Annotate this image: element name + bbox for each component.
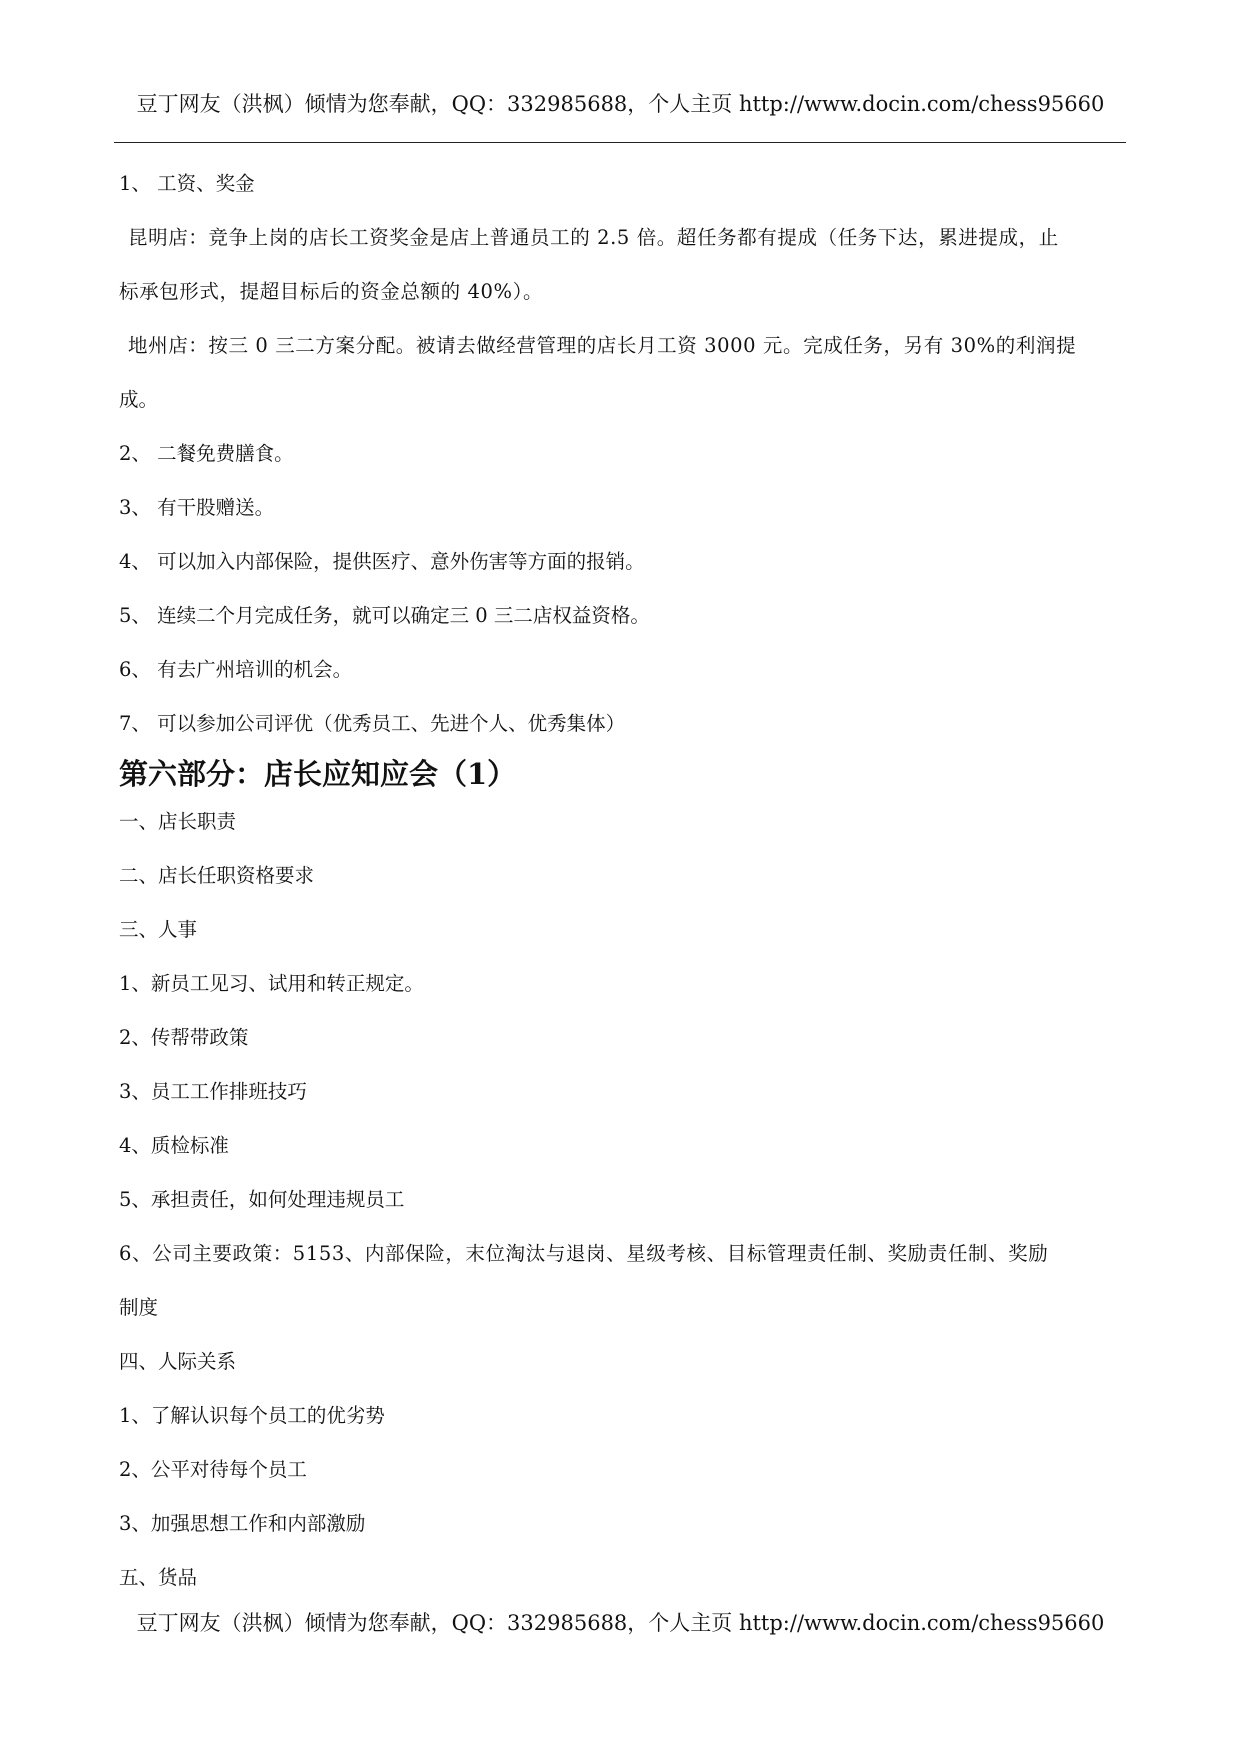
benefit-paragraph: 成。 bbox=[119, 388, 159, 411]
list-item: 3、员工工作排班技巧 bbox=[119, 1080, 307, 1103]
benefit-item: 2、 二餐免费膳食。 bbox=[119, 442, 294, 465]
list-item: 5、承担责任，如何处理违规员工 bbox=[119, 1188, 405, 1211]
list-item: 1、了解认识每个员工的优劣势 bbox=[119, 1404, 385, 1427]
list-item: 4、质检标准 bbox=[119, 1134, 229, 1157]
page-footer: 豆丁网友（洪枫）倾情为您奉献，QQ：332985688，个人主页 http://www.docin.com/chess95660 bbox=[136, 1611, 1105, 1635]
header-rule bbox=[114, 142, 1126, 143]
benefit-paragraph: 地州店：按三 0 三二方案分配。被请去做经营管理的店长月工资 3000 元。完成任务，另有 30%的利润提 bbox=[128, 334, 1077, 357]
list-item: 2、传帮带政策 bbox=[119, 1026, 249, 1049]
benefit-item: 3、 有干股赠送。 bbox=[119, 496, 275, 519]
list-item: 2、公平对待每个员工 bbox=[119, 1458, 307, 1481]
benefit-item: 4、 可以加入内部保险，提供医疗、意外伤害等方面的报销。 bbox=[119, 550, 645, 573]
list-item: 五、货品 bbox=[119, 1566, 198, 1589]
benefit-item: 5、 连续二个月完成任务，就可以确定三 0 三二店权益资格。 bbox=[119, 604, 650, 627]
benefit-item: 1、 工资、奖金 bbox=[119, 172, 255, 195]
benefit-item: 6、 有去广州培训的机会。 bbox=[119, 658, 353, 681]
page-header: 豆丁网友（洪枫）倾情为您奉献，QQ：332985688，个人主页 http://www.docin.com/chess95660 bbox=[136, 92, 1105, 116]
list-item: 三、人事 bbox=[119, 918, 198, 941]
list-item: 四、人际关系 bbox=[119, 1350, 237, 1373]
list-item: 制度 bbox=[119, 1296, 159, 1319]
list-item: 1、新员工见习、试用和转正规定。 bbox=[119, 972, 424, 995]
list-item: 一、店长职责 bbox=[119, 810, 237, 833]
benefit-item: 7、 可以参加公司评优（优秀员工、先进个人、优秀集体） bbox=[119, 712, 626, 735]
section-title: 第六部分：店长应知应会（1） bbox=[119, 757, 517, 791]
benefit-paragraph: 标承包形式，提超目标后的资金总额的 40%）。 bbox=[119, 280, 544, 303]
list-item: 3、加强思想工作和内部激励 bbox=[119, 1512, 366, 1535]
list-item: 6、公司主要政策：5153、内部保险，末位淘汰与退岗、星级考核、目标管理责任制、奖励责任制、奖励 bbox=[119, 1242, 1049, 1265]
benefit-paragraph: 昆明店：竞争上岗的店长工资奖金是店上普通员工的 2.5 倍。超任务都有提成（任务下达，累进提成，止 bbox=[128, 226, 1059, 249]
list-item: 二、店长任职资格要求 bbox=[119, 864, 315, 887]
